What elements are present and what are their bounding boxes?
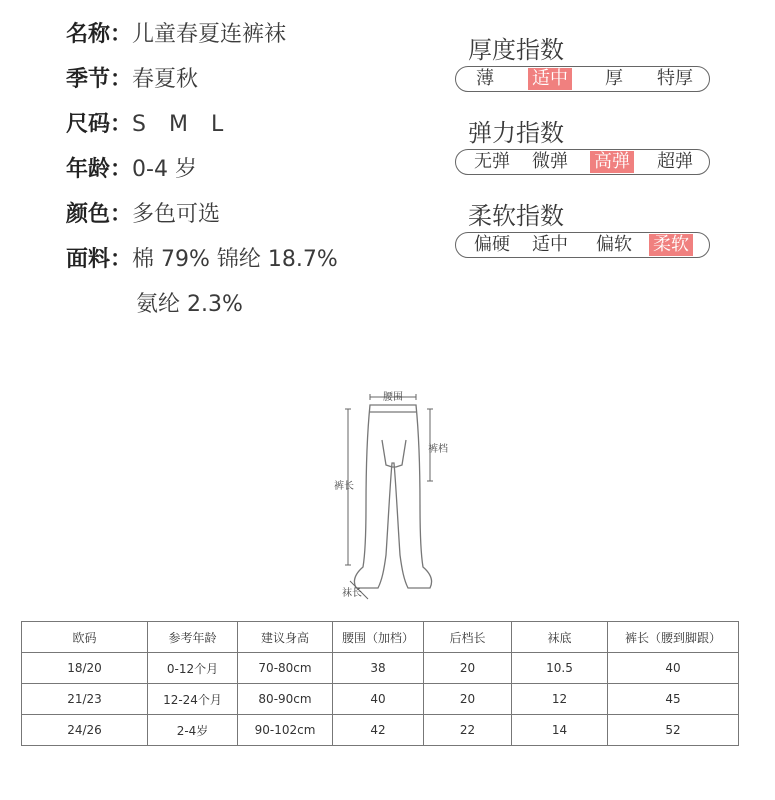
scale-option: 无弹 — [474, 151, 510, 172]
spec-value: 棉 79% 锦纶 18.7% — [132, 247, 338, 272]
softness-scale — [455, 232, 710, 258]
scale-option: 适中 — [532, 234, 568, 255]
spec-label: 名称： — [66, 22, 133, 47]
table-header-cell: 参考年龄 — [148, 622, 238, 653]
table-cell: 52 — [608, 715, 739, 746]
length-label: 裤长 — [334, 481, 354, 492]
scale-option: 超弹 — [657, 151, 693, 172]
scale-option: 微弹 — [532, 151, 568, 172]
spec-season — [66, 66, 198, 94]
sock-length-label: 袜长 — [342, 588, 362, 599]
scale-option: 厚 — [605, 68, 623, 89]
table-header-cell: 腰围（加档） — [333, 622, 424, 653]
scale-option: 偏硬 — [474, 234, 510, 255]
table-cell: 12-24个月 — [148, 684, 238, 715]
table-header-cell: 建议身高 — [238, 622, 333, 653]
spec-label: 颜色： — [66, 202, 133, 227]
table-row — [22, 715, 739, 746]
scale-option-selected: 高弹 — [590, 151, 634, 173]
scale-option: 特厚 — [657, 68, 693, 89]
table-cell: 20 — [424, 653, 512, 684]
table-cell: 12 — [512, 684, 608, 715]
scale-option-selected: 柔软 — [649, 234, 693, 256]
table-cell: 90-102cm — [238, 715, 333, 746]
scale-option: 薄 — [476, 68, 494, 89]
spec-label: 年龄： — [66, 157, 133, 182]
spec-value: 0-4 岁 — [132, 157, 197, 182]
scale-option-selected: 适中 — [528, 68, 572, 90]
table-header-cell: 后档长 — [424, 622, 512, 653]
tights-illustration — [354, 405, 431, 588]
spec-value: 多色可选 — [132, 202, 221, 227]
thickness-scale — [455, 66, 710, 92]
table-cell: 38 — [333, 653, 424, 684]
table-row — [22, 653, 739, 684]
spec-fabric-line2: 氨纶 2.3% — [136, 292, 243, 317]
spec-label: 季节： — [66, 67, 133, 92]
spec-name — [66, 21, 286, 49]
spec-fabric — [66, 246, 338, 274]
table-cell: 22 — [424, 715, 512, 746]
table-cell: 18/20 — [22, 653, 148, 684]
tights-measurement-diagram — [320, 385, 460, 605]
table-cell: 45 — [608, 684, 739, 715]
waist-label: 腰围 — [383, 392, 403, 403]
spec-value: S M L — [132, 112, 232, 137]
softness-index-title: 柔软指数 — [468, 202, 564, 230]
spec-value: 春夏秋 — [132, 67, 199, 92]
table-header-cell: 欧码 — [22, 622, 148, 653]
table-cell: 80-90cm — [238, 684, 333, 715]
spec-age — [66, 156, 197, 184]
elasticity-index-title: 弹力指数 — [468, 119, 564, 147]
table-cell: 2-4岁 — [148, 715, 238, 746]
spec-label: 面料： — [66, 247, 133, 272]
table-cell: 20 — [424, 684, 512, 715]
table-cell: 40 — [333, 684, 424, 715]
table-cell: 70-80cm — [238, 653, 333, 684]
table-cell: 14 — [512, 715, 608, 746]
table-cell: 42 — [333, 715, 424, 746]
table-cell: 21/23 — [22, 684, 148, 715]
crotch-label: 裤档 — [428, 444, 448, 455]
spec-size — [66, 111, 231, 139]
table-cell: 40 — [608, 653, 739, 684]
scale-option: 偏软 — [596, 234, 632, 255]
table-row — [22, 684, 739, 715]
table-cell: 24/26 — [22, 715, 148, 746]
spec-value: 儿童春夏连裤袜 — [132, 22, 287, 47]
table-header-cell: 袜底 — [512, 622, 608, 653]
spec-color — [66, 201, 220, 229]
table-header-cell: 裤长（腰到脚跟） — [608, 622, 739, 653]
thickness-index-title: 厚度指数 — [468, 36, 564, 64]
table-cell: 0-12个月 — [148, 653, 238, 684]
table-cell: 10.5 — [512, 653, 608, 684]
spec-label: 尺码： — [66, 112, 133, 137]
size-table — [21, 621, 739, 746]
table-header-row — [22, 622, 739, 653]
elasticity-scale — [455, 149, 710, 175]
